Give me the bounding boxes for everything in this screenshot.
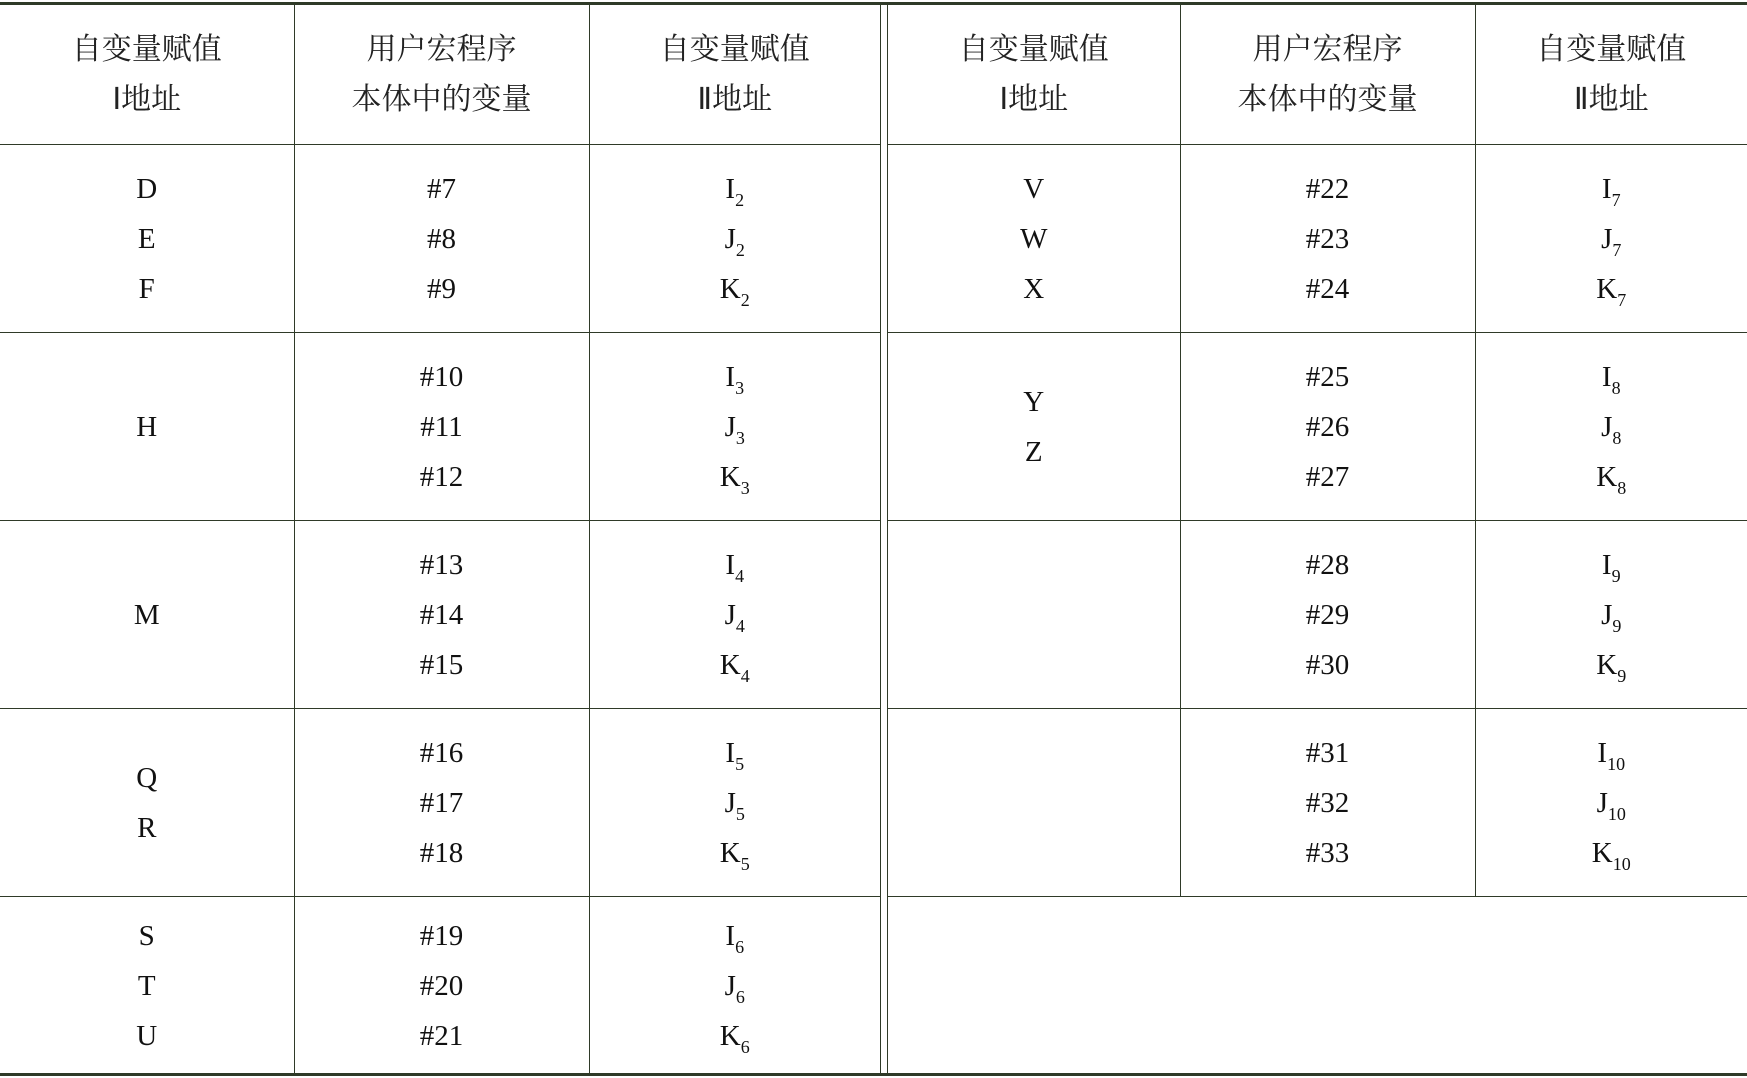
- table-row: [888, 709, 1747, 897]
- header-var: [294, 5, 589, 145]
- variable-cell-value: #33: [1305, 836, 1350, 869]
- header-arg1-line2: Ⅰ地址: [112, 81, 182, 117]
- address-letter: I: [725, 172, 736, 205]
- variable-cell-value: #19: [419, 919, 464, 952]
- address-subscript: 9: [1612, 615, 1622, 636]
- address-subscript: 5: [735, 753, 745, 774]
- address-subscript: 9: [1611, 565, 1621, 586]
- address-letter: K: [1596, 272, 1618, 305]
- variable-cell-value: #30: [1305, 648, 1350, 681]
- variable-cell-value: #11: [420, 410, 463, 443]
- address-subscript: 2: [735, 189, 745, 210]
- address-value: [1476, 264, 1747, 314]
- table-row: [0, 521, 880, 709]
- variable-cell-value: #32: [1305, 786, 1350, 819]
- header-row: [888, 5, 1747, 145]
- address-value: [1476, 778, 1747, 828]
- arg1-cell-value: D: [136, 172, 158, 205]
- address-subscript: 3: [735, 377, 745, 398]
- arg1-cell: [888, 709, 1180, 897]
- arg1-cell-value: V: [1023, 172, 1045, 205]
- variable-cell-value: #26: [1305, 410, 1350, 443]
- address-value: [1476, 590, 1747, 640]
- variable-cell-value: #21: [419, 1019, 464, 1052]
- arg2-cell: [589, 897, 880, 1075]
- arg1-cell: [0, 897, 294, 1075]
- arg1-cell-value: Z: [1024, 435, 1043, 468]
- address-letter: I: [725, 548, 736, 581]
- header-row: [0, 5, 880, 145]
- address-subscript: 10: [1607, 803, 1626, 824]
- address-letter: K: [1591, 836, 1613, 869]
- address-letter: I: [1601, 360, 1612, 393]
- address-value: [590, 264, 881, 314]
- arg1-cell-value: Q: [136, 761, 158, 794]
- address-letter: I: [725, 919, 736, 952]
- variable-cell-value: #25: [1305, 360, 1350, 393]
- address-subscript: 4: [735, 615, 745, 636]
- variable-cell-value: #7: [427, 172, 456, 205]
- address-letter: J: [724, 222, 736, 255]
- arg1-cell-value: X: [1023, 272, 1045, 305]
- address-letter: K: [1596, 648, 1618, 681]
- address-value: [590, 164, 881, 214]
- address-letter: K: [719, 836, 741, 869]
- address-subscript: 10: [1607, 753, 1626, 774]
- double-divider: [880, 5, 888, 1073]
- arg1-cell-value: S: [138, 919, 155, 952]
- address-letter: I: [725, 736, 736, 769]
- header-arg2-line2: Ⅱ地址: [697, 81, 773, 117]
- arg2-cell: [589, 145, 880, 333]
- address-letter: I: [725, 360, 736, 393]
- variable-cell-value: #15: [419, 648, 464, 681]
- variable-cell-value: #14: [419, 598, 464, 631]
- arg1-cell: [888, 521, 1180, 709]
- address-value: [590, 1011, 881, 1061]
- variable-cell: [294, 521, 589, 709]
- address-letter: J: [724, 969, 736, 1002]
- header-arg2: [1475, 5, 1747, 145]
- address-value: [590, 828, 881, 878]
- address-letter: I: [1601, 548, 1612, 581]
- variable-cell-value: #29: [1305, 598, 1350, 631]
- variable-cell-value: #13: [419, 548, 464, 581]
- arg1-cell: [0, 709, 294, 897]
- variable-cell: [294, 145, 589, 333]
- header-arg2-line2: Ⅱ地址: [1573, 81, 1649, 117]
- address-value: [590, 778, 881, 828]
- address-subscript: 7: [1611, 189, 1621, 210]
- variable-cell-value: #10: [419, 360, 464, 393]
- arg1-cell-value: R: [137, 811, 157, 844]
- header-var-line1: 用户宏程序: [366, 31, 517, 67]
- address-value: [1476, 214, 1747, 264]
- address-letter: K: [1596, 460, 1618, 493]
- table-row: [0, 709, 880, 897]
- address-value: [590, 590, 881, 640]
- empty-cell: [888, 897, 1747, 1075]
- table-row: [888, 333, 1747, 521]
- arg1-cell: [0, 333, 294, 521]
- address-subscript: 10: [1612, 853, 1631, 874]
- header-arg1-line1: 自变量赋值: [958, 31, 1109, 67]
- variable-cell-value: #28: [1305, 548, 1350, 581]
- header-arg1-line1: 自变量赋值: [71, 31, 222, 67]
- address-value: [1476, 352, 1747, 402]
- address-letter: K: [719, 272, 741, 305]
- variable-cell-value: #16: [419, 736, 464, 769]
- variable-cell-value: #24: [1305, 272, 1350, 305]
- address-subscript: 3: [740, 477, 750, 498]
- arg1-cell-value: W: [1020, 222, 1048, 255]
- address-value: [1476, 640, 1747, 690]
- address-value: [1476, 164, 1747, 214]
- address-letter: I: [1601, 172, 1612, 205]
- arg1-cell-value: Y: [1023, 385, 1045, 418]
- variable-cell-value: #8: [427, 222, 456, 255]
- header-var: [1180, 5, 1475, 145]
- address-value: [590, 402, 881, 452]
- arg2-cell: [1475, 145, 1747, 333]
- variable-cell-value: #9: [427, 272, 456, 305]
- variable-cell: [294, 709, 589, 897]
- variable-cell: [294, 333, 589, 521]
- address-letter: K: [719, 1019, 741, 1052]
- address-value: [1476, 728, 1747, 778]
- variable-cell-value: #31: [1305, 736, 1350, 769]
- variable-cell: [1180, 709, 1475, 897]
- address-letter: K: [719, 648, 741, 681]
- address-value: [590, 214, 881, 264]
- address-subscript: 9: [1617, 665, 1627, 686]
- table-right-half: [888, 5, 1747, 1073]
- address-subscript: 3: [735, 427, 745, 448]
- variable-cell-value: #20: [419, 969, 464, 1002]
- variable-cell-value: #23: [1305, 222, 1350, 255]
- address-subscript: 5: [740, 853, 750, 874]
- header-arg2-line1: 自变量赋值: [659, 31, 810, 67]
- header-arg2: [589, 5, 880, 145]
- macro-variable-table: [0, 2, 1747, 1076]
- arg1-cell-value: F: [138, 272, 155, 305]
- address-subscript: 4: [740, 665, 750, 686]
- header-arg2-line1: 自变量赋值: [1536, 31, 1687, 67]
- arg1-cell-value: E: [137, 222, 156, 255]
- address-value: [1476, 828, 1747, 878]
- arg2-cell: [589, 333, 880, 521]
- arg2-cell: [589, 521, 880, 709]
- header-var-line2: 本体中的变量: [1237, 81, 1418, 117]
- address-subscript: 2: [735, 239, 745, 260]
- address-letter: J: [1601, 410, 1613, 443]
- address-subscript: 6: [740, 1036, 750, 1057]
- address-value: [590, 352, 881, 402]
- left-table: [0, 5, 880, 1074]
- address-subscript: 8: [1611, 377, 1621, 398]
- variable-cell: [1180, 145, 1475, 333]
- table-row: [888, 897, 1747, 1075]
- address-subscript: 7: [1617, 289, 1627, 310]
- arg1-cell-value: H: [136, 410, 158, 443]
- table-row: [0, 333, 880, 521]
- arg1-cell-value: M: [133, 598, 160, 631]
- address-subscript: 4: [735, 565, 745, 586]
- arg2-cell: [589, 709, 880, 897]
- address-value: [1476, 402, 1747, 452]
- arg1-cell: [0, 145, 294, 333]
- variable-cell-value: #18: [419, 836, 464, 869]
- address-value: [590, 540, 881, 590]
- arg1-cell-value: T: [137, 969, 156, 1002]
- address-value: [590, 640, 881, 690]
- address-value: [590, 911, 881, 961]
- header-var-line1: 用户宏程序: [1252, 31, 1403, 67]
- header-arg1: [888, 5, 1180, 145]
- header-var-line2: 本体中的变量: [351, 81, 532, 117]
- address-letter: J: [1601, 222, 1613, 255]
- address-subscript: 8: [1612, 427, 1622, 448]
- header-arg1-line2: Ⅰ地址: [999, 81, 1069, 117]
- table-row: [888, 145, 1747, 333]
- header-arg1: [0, 5, 294, 145]
- right-table: [888, 5, 1747, 1074]
- variable-cell-value: #17: [419, 786, 464, 819]
- address-letter: J: [1601, 598, 1613, 631]
- address-value: [590, 961, 881, 1011]
- table-row: [0, 897, 880, 1075]
- table-left-half: [0, 5, 880, 1073]
- address-letter: I: [1597, 736, 1608, 769]
- table-row: [0, 145, 880, 333]
- variable-cell-value: #12: [419, 460, 464, 493]
- arg1-cell: [888, 145, 1180, 333]
- address-value: [1476, 452, 1747, 502]
- arg2-cell: [1475, 709, 1747, 897]
- address-letter: J: [724, 598, 736, 631]
- variable-cell-value: #22: [1305, 172, 1350, 205]
- variable-cell: [294, 897, 589, 1075]
- address-subscript: 8: [1617, 477, 1627, 498]
- address-letter: J: [1596, 786, 1608, 819]
- arg1-cell-value: U: [136, 1019, 158, 1052]
- variable-cell: [1180, 521, 1475, 709]
- address-value: [590, 728, 881, 778]
- address-letter: J: [724, 410, 736, 443]
- arg1-cell: [888, 333, 1180, 521]
- address-subscript: 6: [735, 986, 745, 1007]
- address-subscript: 6: [735, 936, 745, 957]
- table-row: [888, 521, 1747, 709]
- arg2-cell: [1475, 521, 1747, 709]
- arg2-cell: [1475, 333, 1747, 521]
- address-letter: K: [719, 460, 741, 493]
- address-value: [590, 452, 881, 502]
- address-subscript: 7: [1612, 239, 1622, 260]
- variable-cell-value: #27: [1305, 460, 1350, 493]
- variable-cell: [1180, 333, 1475, 521]
- address-subscript: 5: [735, 803, 745, 824]
- arg1-cell: [0, 521, 294, 709]
- address-subscript: 2: [740, 289, 750, 310]
- address-letter: J: [724, 786, 736, 819]
- address-value: [1476, 540, 1747, 590]
